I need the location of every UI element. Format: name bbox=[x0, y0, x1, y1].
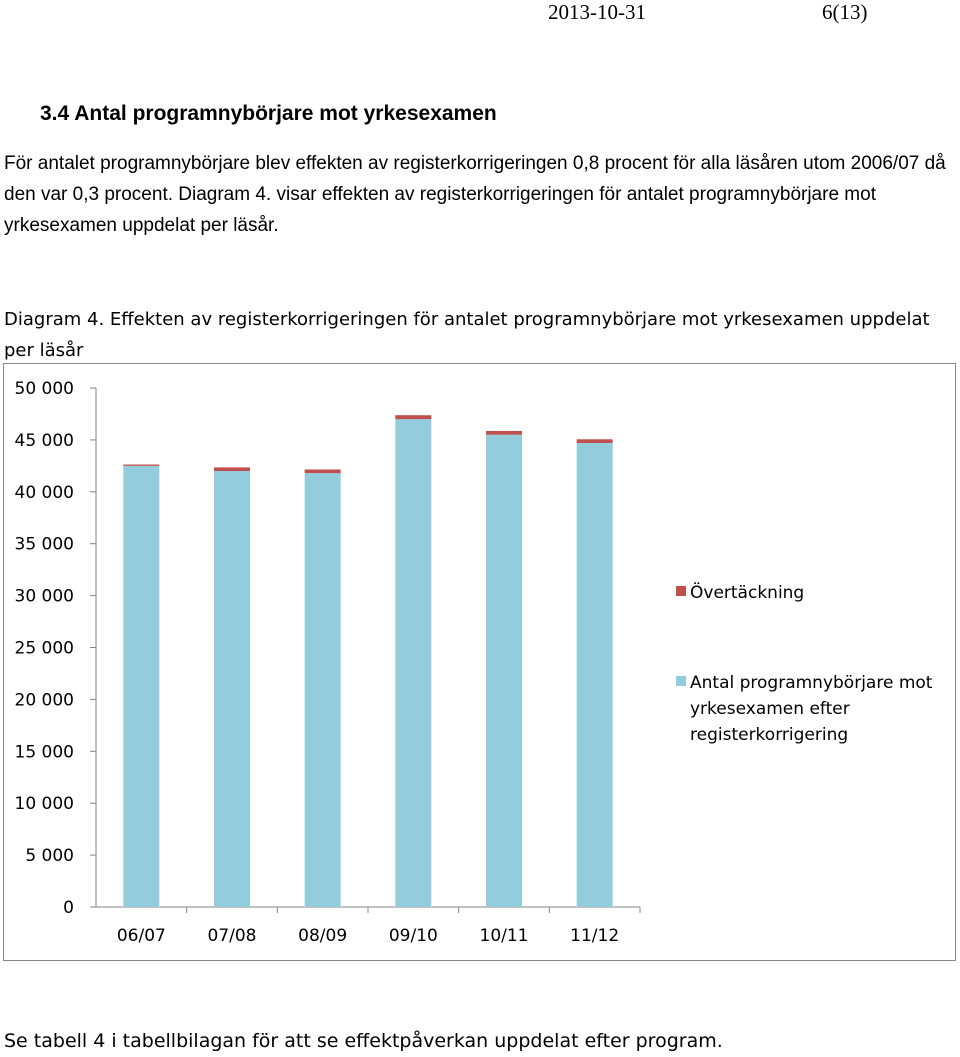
legend-swatch-korrigerad bbox=[676, 676, 686, 686]
y-tick-label: 40 000 bbox=[14, 482, 74, 503]
legend-label-korrigerad bbox=[690, 673, 933, 745]
legend-swatch-overtackning bbox=[676, 586, 686, 596]
x-tick-label: 08/09 bbox=[298, 926, 348, 946]
chart-container bbox=[0, 360, 960, 980]
legend-label-line: registerkorrigering bbox=[690, 725, 849, 745]
x-tick-label: 10/11 bbox=[479, 926, 529, 946]
y-tick-label: 45 000 bbox=[14, 430, 74, 451]
bar-segment-overtackning bbox=[305, 469, 341, 473]
y-tick-label: 50 000 bbox=[14, 379, 74, 399]
y-tick-label: 0 bbox=[63, 898, 74, 918]
x-tick-label: 06/07 bbox=[116, 926, 166, 946]
y-tick-label: 25 000 bbox=[14, 638, 74, 659]
stacked-bar-chart bbox=[0, 360, 960, 980]
bar-segment-korrigerad bbox=[395, 419, 431, 907]
y-tick-label: 20 000 bbox=[14, 690, 74, 711]
y-tick-label: 15 000 bbox=[14, 742, 74, 763]
bar-segment-overtackning bbox=[123, 465, 159, 466]
bar-segment-korrigerad bbox=[305, 473, 341, 907]
chart-caption: Diagram 4. Effekten av registerkorrigeringen för antalet programnybörjare mot yrkesexamen uppdelat per läsår bbox=[4, 309, 930, 361]
y-tick-label: 35 000 bbox=[14, 534, 74, 555]
legend-label-overtackning: Övertäckning bbox=[690, 583, 805, 603]
bar-segment-overtackning bbox=[486, 431, 522, 435]
bar-segment-overtackning bbox=[577, 439, 613, 443]
legend-label-line: Antal programnybörjare mot bbox=[690, 673, 933, 693]
bar-segment-korrigerad bbox=[486, 435, 522, 907]
y-tick-label: 5 000 bbox=[25, 846, 74, 867]
bar-segment-korrigerad bbox=[123, 466, 159, 907]
bar-segment-overtackning bbox=[214, 467, 250, 471]
section-title: 3.4 Antal programnybörjare mot yrkesexamen bbox=[40, 102, 497, 125]
x-tick-label: 11/12 bbox=[570, 926, 620, 946]
x-tick-label: 09/10 bbox=[388, 926, 438, 946]
intro-paragraph: För antalet programnybörjare blev effekten av registerkorrigeringen 0,8 procent för alla läsåren utom 2006/07 då den var 0,3 procent. Diagram 4. visar effekten av registerkorrigeringen för antalet programnybörjare mot yrkesexamen uppdelat per läsår. bbox=[4, 153, 946, 236]
x-tick-label: 07/08 bbox=[207, 926, 257, 946]
y-tick-label: 30 000 bbox=[14, 586, 74, 607]
bar-segment-korrigerad bbox=[214, 471, 250, 907]
footer-note: Se tabell 4 i tabellbilagan för att se effektpåverkan uppdelat efter program. bbox=[4, 1030, 723, 1052]
y-tick-label: 10 000 bbox=[14, 794, 74, 815]
bar-segment-korrigerad bbox=[577, 443, 613, 907]
header-page-number: 6(13) bbox=[822, 0, 868, 24]
bar-segment-overtackning bbox=[395, 415, 431, 419]
header-date: 2013-10-31 bbox=[548, 0, 646, 24]
legend-label-line: yrkesexamen efter bbox=[690, 699, 850, 719]
